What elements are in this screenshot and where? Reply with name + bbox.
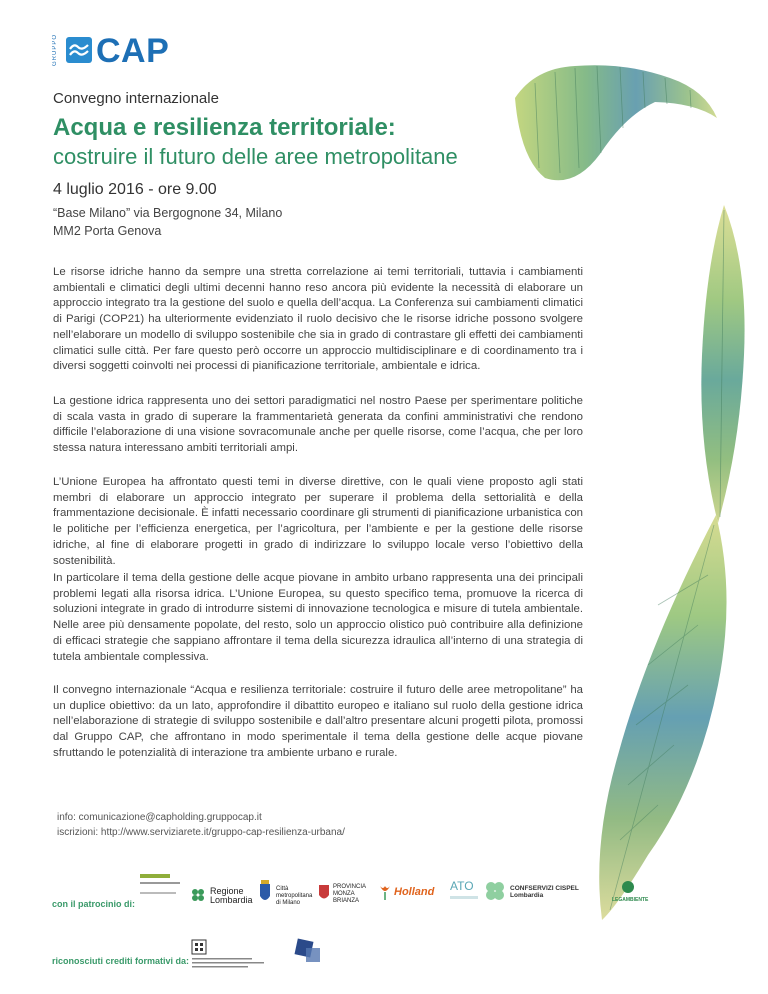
provincia-line2: MONZA xyxy=(333,891,355,897)
leaf-bottom-illustration xyxy=(588,515,738,925)
event-date: 4 luglio 2016 - ore 9.00 xyxy=(53,181,217,198)
leaf-top-illustration xyxy=(505,58,725,198)
logo-gruppo-text: GRUPPO xyxy=(52,33,58,66)
citta-metropolitana-crest-icon xyxy=(258,880,272,906)
body-paragraph-4: In particolare il tema della gestione delle acque piovane in ambito urbano rappresenta una dei principali problemi legati alla risorsa idrica. L’Unione Europea, su questo specifico tema, promuove la ricerca di soluzioni integrate in grado di introdurre sistemi di innovazione tecnologica e misure di tutela ambientale. Nelle aree più densamente popolate, del resto, solo un approccio olistico può contribuire alla definizione di efficaci strategie che sappiano affrontare il tema della sicurezza idraulica all’interno di una strategia di tutela ambientale complessiva. xyxy=(53,572,583,663)
body-paragraph-3: L’Unione Europea ha affrontato questi temi in diverse direttive, con le quali viene proposto agli stati membri di elaborare un approccio integrato per superare il problema della settorialità e della frammentazione decisionale. È infatti necessario coordinare gli strumenti di pianificazione urbanistica con le politiche per l’efficienza energetica, per l’agricoltura, per l’ambiente e per la gestione delle risorse idriche, al fine di elaborare progetti in grado di indirizzare lo sviluppo locale verso l’obiettivo della sostenibilità. xyxy=(53,476,583,567)
event-title-line2: costruire il futuro delle aree metropolitane xyxy=(53,144,458,169)
regione-lombardia-line2: Lombardia xyxy=(210,895,253,905)
cap-logo xyxy=(52,32,182,70)
leaf-mid-illustration xyxy=(678,205,758,525)
citta-metropolitana-logo xyxy=(258,878,316,910)
ato-logo xyxy=(448,878,480,906)
body-paragraph-2: La gestione idrica rappresenta uno dei settori paradigmatici nel nostro Paese per sperimentare politiche di scala vasta in grado di superare la frammentarietà generata da confini amministrativi che rendono difficile l’elaborazione di una visione sovracomunale anche per quelle risorse, come l’acqua, che per loro stessa natura interessano ambiti territoriali ampi. xyxy=(53,395,583,455)
provincia-line1: PROVINCIA xyxy=(333,884,367,890)
crediti-formativi-label: riconosciuti crediti formativi da: xyxy=(52,956,190,966)
contact-info-email[interactable]: info: comunicazione@capholding.gruppocap.it xyxy=(57,812,262,823)
provincia-monza-logo xyxy=(318,882,370,908)
citta-line1: Città xyxy=(276,886,289,892)
ordine-ingegneri-logo-icon xyxy=(292,936,324,966)
citta-line2: metropolitana xyxy=(276,893,313,899)
clover-logo-icon xyxy=(484,880,506,902)
cap-logo-word: CAP xyxy=(96,32,170,70)
ordine-architetti-logo xyxy=(190,938,270,970)
legambiente-icon xyxy=(621,880,635,894)
event-venue-address: “Base Milano” via Bergognone 34, Milano xyxy=(53,206,283,220)
holland-text: Holland xyxy=(394,886,435,898)
confservizi-text: CONFSERVIZI CISPEL Lombardia xyxy=(510,885,579,899)
event-venue-metro: MM2 Porta Genova xyxy=(53,224,162,238)
holland-logo xyxy=(378,882,440,904)
legambiente-text: LEGAMBIENTE xyxy=(612,897,649,903)
cap-logo-mark-icon xyxy=(66,37,92,63)
ato-text: ATO xyxy=(450,879,474,893)
patrocinio-label: con il patrocinio di: xyxy=(52,899,135,909)
expo-logo xyxy=(138,872,186,898)
citta-line3: di Milano xyxy=(276,900,301,906)
provincia-monza-crest-icon xyxy=(318,884,330,902)
regione-lombardia-logo xyxy=(190,884,256,908)
legambiente-logo xyxy=(612,880,649,906)
regione-lombardia-line1: Regione xyxy=(210,886,244,896)
contact-registration-link[interactable]: iscrizioni: http://www.serviziarete.it/gruppo-cap-resilienza-urbana/ xyxy=(57,827,345,838)
body-paragraph-5: Il convegno internazionale “Acqua e resilienza territoriale: costruire il futuro delle aree metropolitane” ha un duplice obiettivo: da un lato, approfondire il dibattito europeo e italiano sul ruolo della gestione idrica nell’elaborazione di strategie di sviluppo sostenibile e dall’altro presentare alcuni progetti pilota, promossi dal Gruppo CAP, che affrontano in modo sperimentale il tema della gestione delle acque piovane sfruttando le potenzialità di interazione tra ambiente urbano e rurale. xyxy=(53,684,583,759)
tulip-icon xyxy=(378,884,392,900)
body-paragraph-1: Le risorse idriche hanno da sempre una stretta correlazione ai temi territoriali, tuttavia i cambiamenti ambientali e climatici degli ultimi decenni hanno reso ancora più evidente la necessità di elaborare un approccio integrato tra la gestione del suolo e quella dell’acqua. La Conferenza sui cambiamenti climatici di Parigi (COP21) ha ulteriormente evidenziato il ruolo decisivo che le risorse idriche possono svolgere nell’elaborare un modello di sviluppo sostenibile che sia in grado di contrastare gli effetti dei cambiamenti climatici sulle città. Per fare questo però occorre un approccio multidisciplinare e di coordinamento tra i diversi soggetti coinvolti nei processi di pianificazione territoriale, ambientale e idrica. xyxy=(53,266,583,373)
regione-lombardia-icon xyxy=(190,887,206,903)
event-kicker: Convegno internazionale xyxy=(53,90,219,107)
provincia-line3: BRIANZA xyxy=(333,898,360,904)
event-title-line1: Acqua e resilienza territoriale: xyxy=(53,114,396,141)
confservizi-logo xyxy=(510,885,606,897)
